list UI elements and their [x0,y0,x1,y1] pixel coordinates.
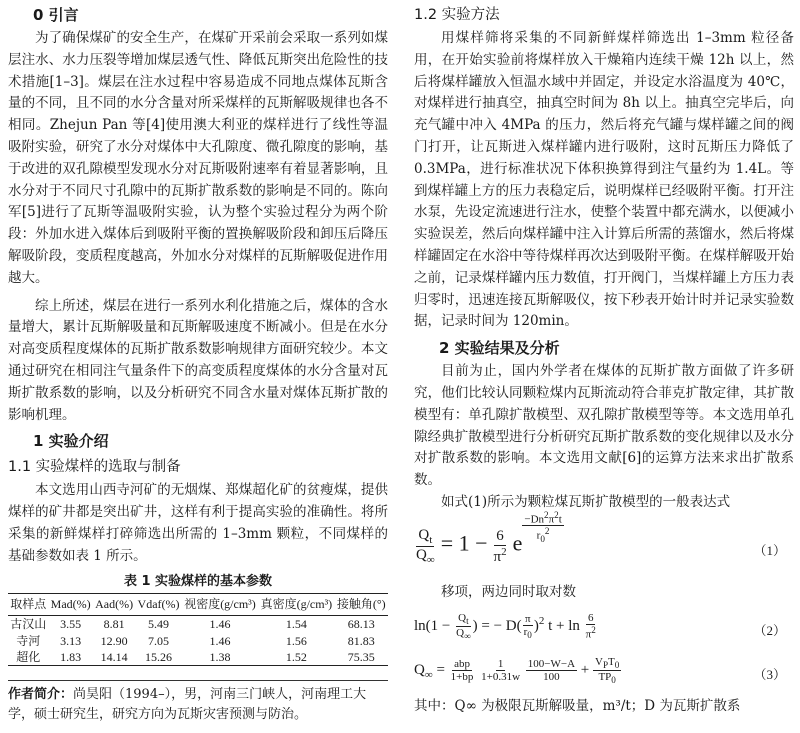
right-column [414,0,794,717]
equation-1 [414,509,794,578]
table-cell: 1.38 [209,650,231,665]
table-header-cell: Aad(%) [93,593,135,615]
table-cell: 7.05 [148,634,170,649]
table-cell: 75.35 [347,650,375,665]
table-header-cell: 取样点 [8,593,48,615]
author-note [8,680,388,725]
table-row [8,615,388,633]
table-row [8,649,388,666]
section-2-heading: 2 实验结果及分析 [439,339,560,358]
table-cell: 14.14 [100,650,128,665]
table-cell: 1.46 [209,634,231,649]
author-text: 尚昊阳（1994–），男，河南三门峡人，河南理工大学，硕士研究生，研究方向为瓦斯灾害预测与防治。 [8,687,367,723]
section-1-1-paragraph: 本文选用山西寺河矿的无烟煤、郑煤超化矿的贫瘦煤，提供煤样的矿井都是突出矿井，这样有利于提高实验的准确性。将所采集的新鲜煤样打碎筛选出所需的 1–3mm 颗粒，不同煤样的基础参数如表 1 所示。 [8,482,388,564]
equation-1-number: （1） [753,542,786,558]
table-cell: 寺河 [16,634,41,649]
intro-paragraph-1: 为了确保煤矿的安全生产，在煤矿开采前会采取一系列如煤层注水、水力压裂等增加煤层透气性、降低瓦斯突出危险性的技术措施[1–3]。煤层在注水过程中容易造成不同地点煤体瓦斯含量的不同，且不同的水分含量对所采煤样的瓦斯解吸规律也各不相同。Zhejun Pan 等[4]使用澳大利亚的煤样进行了线性等温吸附实验，研究了水分对煤体中大孔隙度、微孔隙度的影响，基于改进的双孔隙模型发现水分对瓦斯吸附速率有着显著影响，且水分对于不同尺寸孔隙中的瓦斯扩散系数的影响是不同的。陈向军[5]进行了瓦斯等温吸附实验，认为整个实验过程分为两个阶段：外加水进入煤体后到吸附平衡的置换解吸阶段和卸压后降压解吸阶段，变质程度越高，外加水分对煤样的瓦斯解吸促进作用越大。 [8,30,388,286]
table-title: 表 1 实验煤样的基本参数 [123,573,273,589]
table-cell: 古汉山 [10,617,47,632]
coal-parameters-table [8,593,388,667]
table-header-cell: 视密度(g/cm³) [182,593,258,615]
equation-2 [414,608,794,648]
final-text: 其中：Q∞ 为极限瓦斯解吸量，m³/t；D 为瓦斯扩散系 [414,697,741,714]
table-cell: 1.52 [285,650,307,665]
table-cell: 1.83 [60,650,82,665]
table-cell: 5.49 [148,617,170,632]
section-1-2-paragraph: 用煤样筛将采集的不同新鲜煤样筛选出 1–3mm 粒径备用，在开始实验前将煤样放入干燥箱内连续干燥 12h 以上，然后将煤样罐放入恒温水域中并固定，并设定水浴温度为 40℃，对煤样进行抽真空，抽真空时间为 8h 以上。抽真空完毕后，向充气罐中冲入 4MPa 的压力，然后将充气罐与煤样罐之间的阀门打开，让瓦斯进入煤样罐内进行吸附，这时瓦斯压力降低了 0.3MPa，进行标准状况下体积换算得到注气量约为 1.4L。等到煤样罐上方的压力表稳定后，说明煤样已经吸附平衡。打开注水泵，先设定流速进行注水，使整个装置中都充满水，以便减小实验误差，然后向煤样罐中注入计算后所需的蒸馏水，然后将煤样罐固定在水浴中等待煤样再次达到吸附平衡。在煤样解吸开始之前，记录煤样罐内压力数值，打开阀门，当煤样罐上方压力表归零时，迅速连接瓦斯解吸仪，按下秒表开始计时并记录实验数据，记录时间为 120min。 [414,30,794,330]
table-header-row [8,593,388,615]
equation-1-expression: $\frac{Q_t}{Q_\infty}$ = 1 − $\frac{6}{\pi^2}$ e $^{\frac{-Dn^2\pi^2t}{r_0^2}}$ [416,509,562,567]
table-cell: 3.55 [60,617,82,632]
table-header-cell: Vdaf(%) [135,593,181,615]
table-header-cell: Mad(%) [48,593,92,615]
section-1-1-heading: 1.1 实验煤样的选取与制备 [8,459,181,476]
equation-2-number: （2） [753,622,786,638]
table-cell: 超化 [16,650,41,665]
equation-3-expression: $Q_\infty$ = $\frac{\text{abp}}{1+bp}$ $\frac{1}{1+0.31w}$ $\frac{100-W-A}{100}$ + $\frac{V_PT_0}{TP_0}$ [414,655,620,685]
table-cell: 8.81 [103,617,125,632]
left-column [8,0,388,725]
section-2-paragraph: 目前为止，国内外学者在煤体的瓦斯扩散方面做了许多研究，他们比较认同颗粒煤内瓦斯流动符合菲克扩散定律，其扩散模型有：单孔隙扩散模型、双孔隙扩散模型等等。本文选用单孔隙经典扩散模型进行分析研究瓦斯扩散系数的变化规律以及水分对扩散系数的影响。本文选用文献[6]的运算方法来求出扩散系数。 [414,363,794,489]
intro-paragraph-2: 综上所述，煤层在进行一系列水利化措施之后，煤体的含水量增大，累计瓦斯解吸量和瓦斯解吸速度不断减小。但是在水分对高变质程度煤体的瓦斯扩散系数影响规律方面研究较少。本文通过研究在相同注气量条件下的高变质程度煤体的水分含量对瓦斯扩散系数的影响，以及分析研究不同含水量对煤体瓦斯扩散的影响机理。 [8,297,388,423]
table-header-cell: 真密度(g/cm³) [258,593,334,615]
table-header-cell: 接触角(°) [335,593,388,615]
table-cell: 12.90 [100,634,128,649]
section-1-2-heading: 1.2 实验方法 [414,7,500,23]
transpose-text: 移项，两边同时取对数 [441,583,576,600]
section-1-heading: 1 实验介绍 [33,432,109,451]
table-cell: 68.13 [347,617,375,632]
formula-intro: 如式(1)所示为颗粒煤瓦斯扩散模型的一般表达式 [441,493,731,510]
table-cell: 1.54 [285,617,307,632]
table-cell: 15.26 [145,650,173,665]
author-label: 作者简介： [8,687,74,703]
equation-2-expression: ln(1 − $\frac{Q_t}{Q_\infty}$ ) = − D( $\frac{\pi}{r_0}$ )$^2$ t + ln $\frac{6}{\pi^2}$ [414,611,596,641]
table-cell: 1.46 [209,617,231,632]
table-row [8,633,388,649]
table-cell: 1.56 [285,634,307,649]
table-cell: 81.83 [347,634,375,649]
equation-3-number: （3） [753,666,786,682]
equation-3 [414,652,794,692]
intro-heading: 0 引言 [33,6,79,24]
table-cell: 3.13 [60,634,82,649]
